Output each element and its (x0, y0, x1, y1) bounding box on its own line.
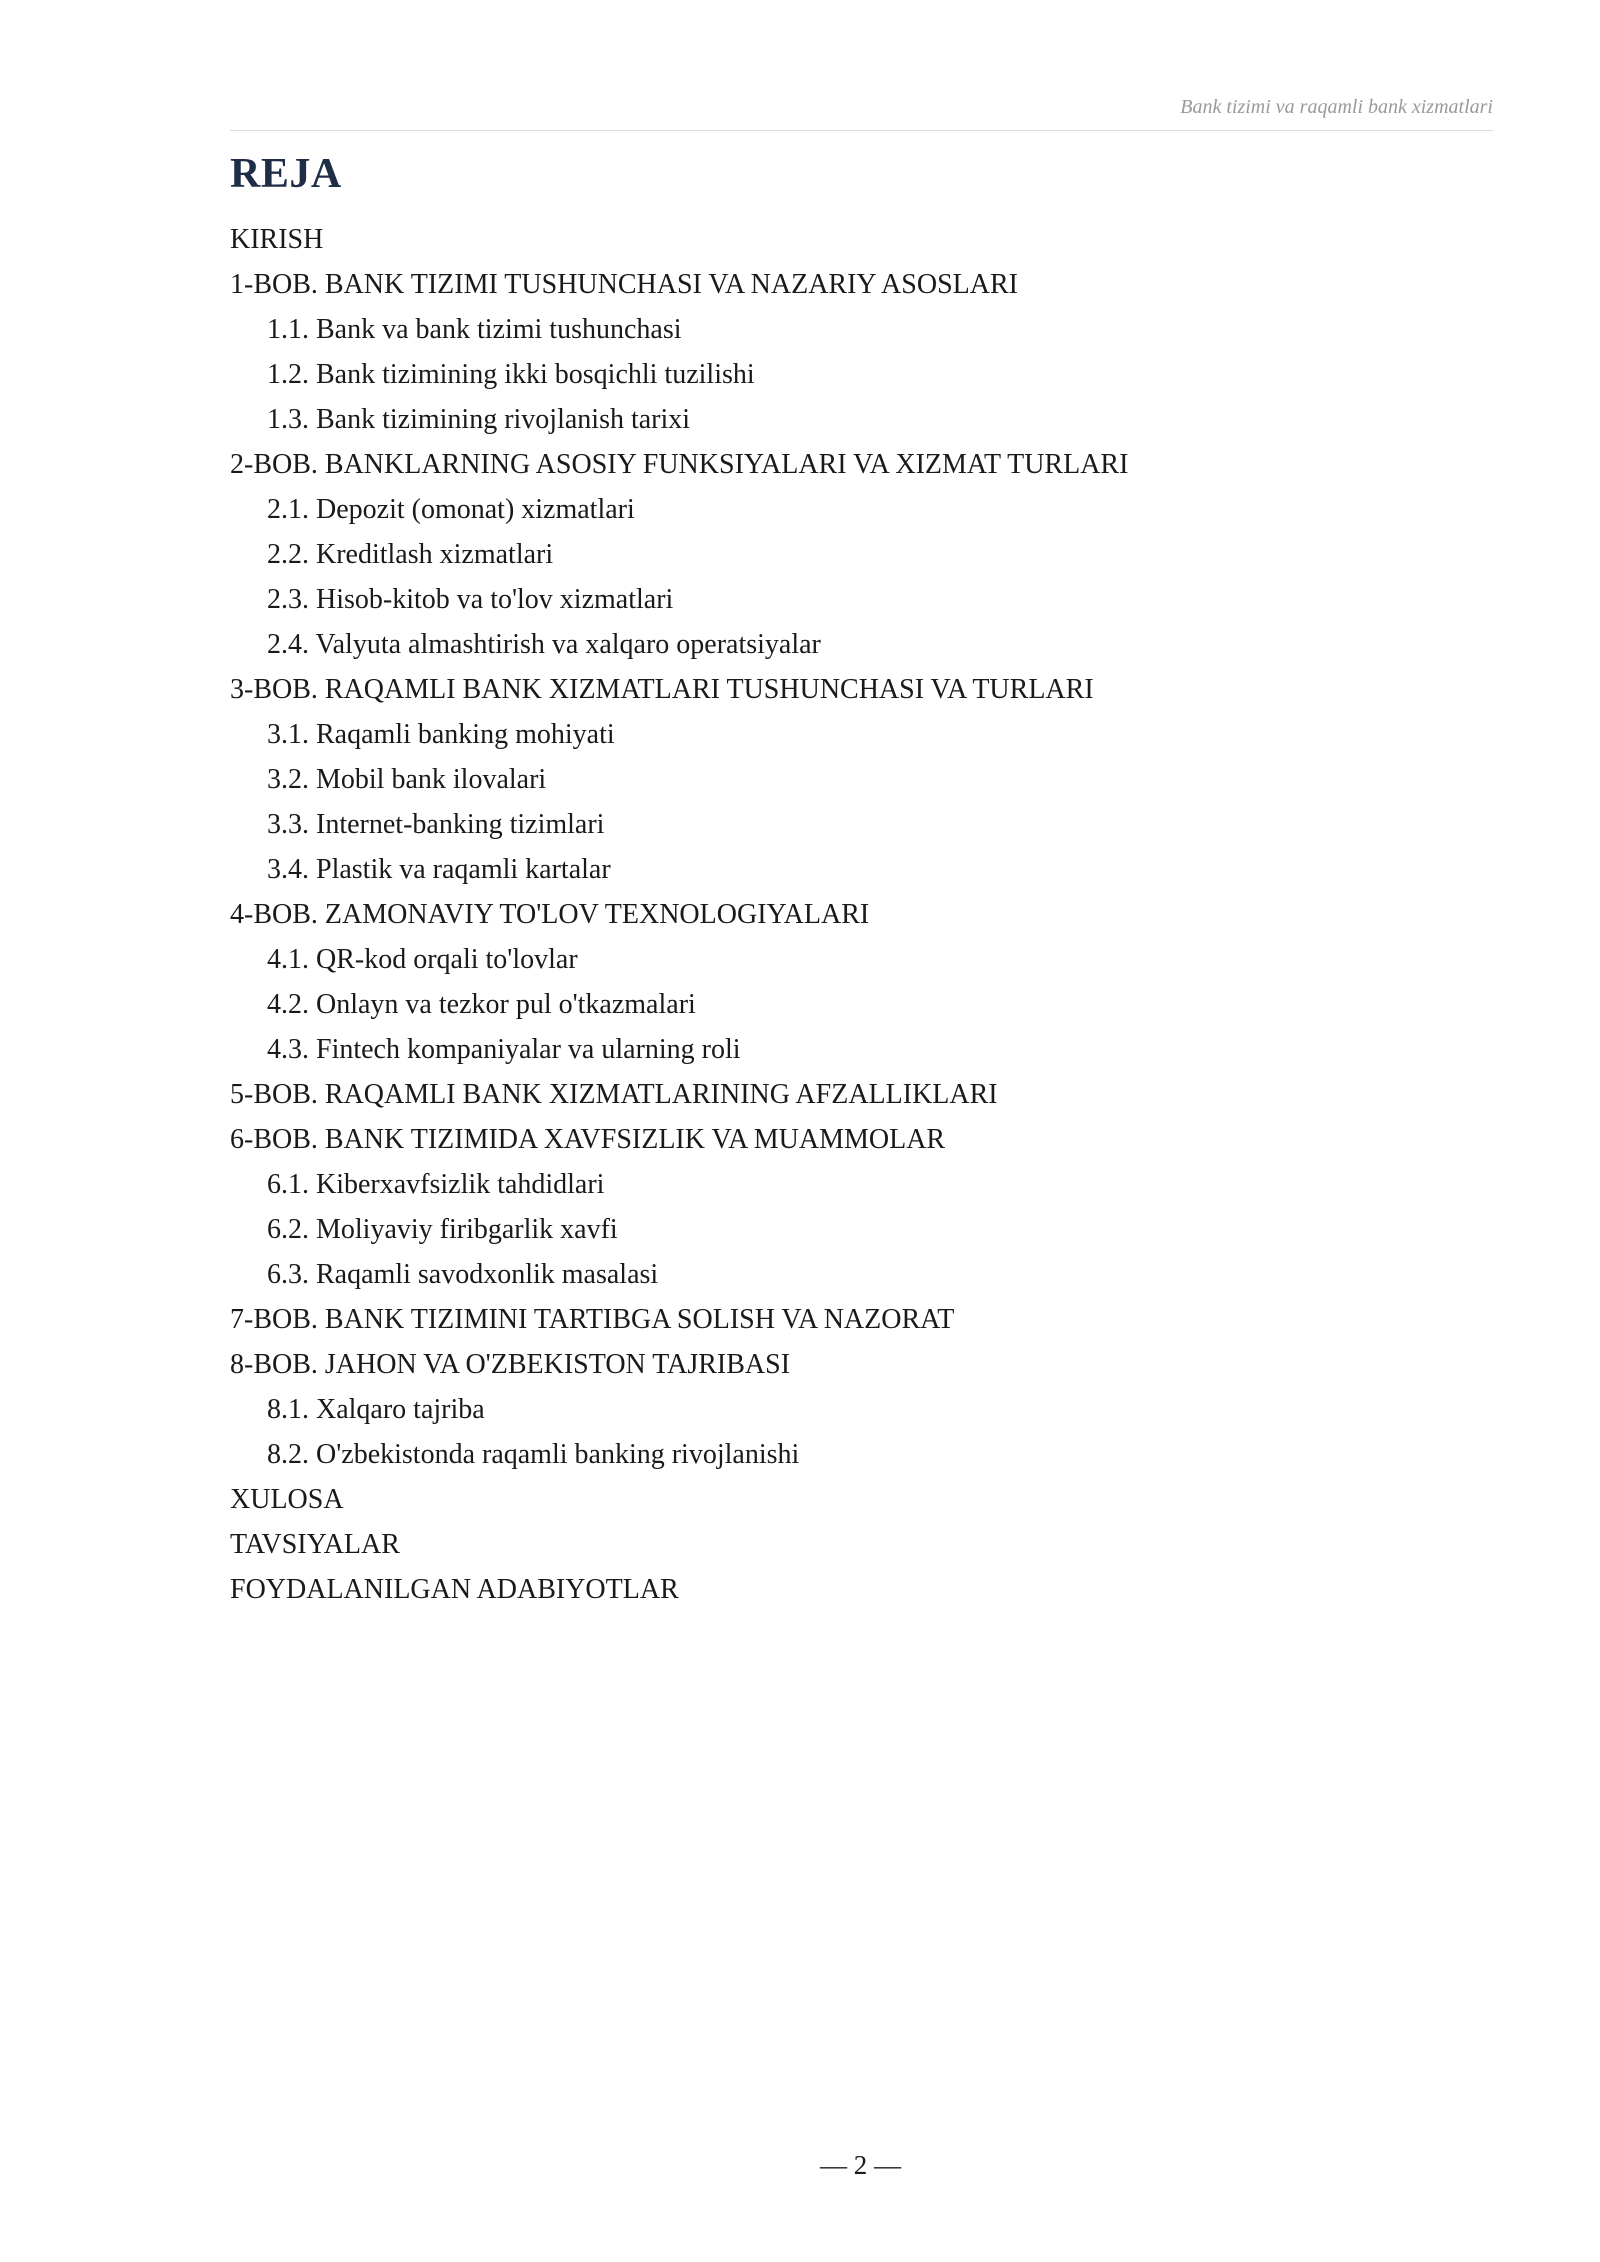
toc-subsection: 3.2. Mobil bank ilovalari (267, 764, 547, 795)
table-of-contents (230, 217, 1128, 1612)
page-number: — 2 — (820, 2150, 901, 2180)
toc-subsection: 6.1. Kiberxavfsizlik tahdidlari (267, 1169, 605, 1200)
toc-subsection: 4.2. Onlayn va tezkor pul o'tkazmalari (267, 989, 696, 1020)
toc-section: 1-BOB. BANK TIZIMI TUSHUNCHASI VA NAZARIY ASOSLARI (230, 269, 1018, 300)
toc-section: 2-BOB. BANKLARNING ASOSIY FUNKSIYALARI VA XIZMAT TURLARI (230, 449, 1129, 480)
toc-subsection: 8.2. O'zbekistonda raqamli banking rivojlanishi (267, 1439, 800, 1470)
toc-subsection: 2.1. Depozit (omonat) xizmatlari (267, 494, 635, 525)
toc-subsection: 3.3. Internet-banking tizimlari (267, 809, 605, 840)
toc-section: FOYDALANILGAN ADABIYOTLAR (230, 1574, 679, 1605)
toc-subsection: 6.2. Moliyaviy firibgarlik xavfi (267, 1214, 618, 1245)
toc-subsection: 2.3. Hisob-kitob va to'lov xizmatlari (267, 584, 674, 615)
toc-subsection: 2.4. Valyuta almashtirish va xalqaro operatsiyalar (267, 629, 821, 660)
toc-subsection: 1.3. Bank tizimining rivojlanish tarixi (267, 404, 691, 435)
toc-subsection: 3.4. Plastik va raqamli kartalar (267, 854, 611, 885)
toc-subsection: 4.1. QR-kod orqali to'lovlar (267, 944, 578, 975)
toc-subsection: 4.3. Fintech kompaniyalar va ularning roli (267, 1034, 741, 1065)
header-divider (230, 130, 1493, 131)
toc-subsection: 1.1. Bank va bank tizimi tushunchasi (267, 314, 682, 345)
toc-section: 5-BOB. RAQAMLI BANK XIZMATLARINING AFZALLIKLARI (230, 1079, 998, 1110)
page-title: REJA (230, 151, 342, 197)
toc-section: 3-BOB. RAQAMLI BANK XIZMATLARI TUSHUNCHASI VA TURLARI (230, 674, 1094, 705)
toc-subsection: 1.2. Bank tizimining ikki bosqichli tuzilishi (267, 359, 755, 390)
toc-subsection: 8.1. Xalqaro tajriba (267, 1394, 485, 1425)
toc-subsection: 2.2. Kreditlash xizmatlari (267, 539, 554, 570)
toc-section: 8-BOB. JAHON VA O'ZBEKISTON TAJRIBASI (230, 1349, 791, 1380)
toc-section: KIRISH (230, 224, 324, 255)
toc-subsection: 6.3. Raqamli savodxonlik masalasi (267, 1259, 659, 1290)
toc-section: TAVSIYALAR (230, 1529, 400, 1560)
toc-subsection: 3.1. Raqamli banking mohiyati (267, 719, 615, 750)
toc-section: 6-BOB. BANK TIZIMIDA XAVFSIZLIK VA MUAMMOLAR (230, 1124, 946, 1155)
toc-section: 4-BOB. ZAMONAVIY TO'LOV TEXNOLOGIYALARI (230, 899, 870, 930)
running-header: Bank tizimi va raqamli bank xizmatlari (1180, 96, 1493, 118)
toc-section: XULOSA (230, 1484, 344, 1515)
toc-section: 7-BOB. BANK TIZIMINI TARTIBGA SOLISH VA NAZORAT (230, 1304, 955, 1335)
